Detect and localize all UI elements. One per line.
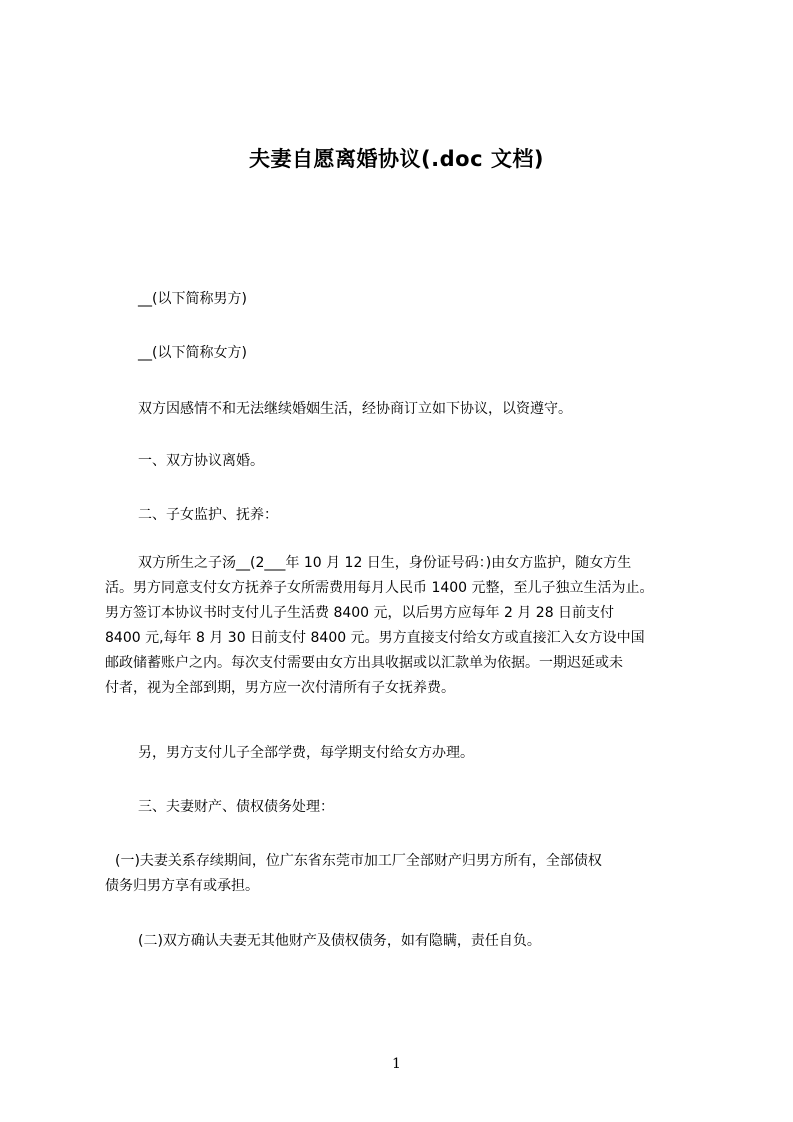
paragraph-line: 邮政储蓄账户之内。每次支付需要由女方出具收据或以汇款单为依据。一期迟延或未: [105, 655, 623, 671]
paragraph-line: 债务归男方享有或承担。: [105, 878, 259, 894]
page-number: 1: [392, 1056, 401, 1072]
paragraph-line: (一)夫妻关系存续期间，位广东省东莞市加工厂全部财产归男方所有，全部债权: [115, 853, 602, 869]
document-title: 夫妻自愿离婚协议(.doc 文档): [249, 147, 544, 171]
party-male-line: __(以下简称男方): [138, 291, 247, 307]
paragraph-line: 付者，视为全部到期，男方应一次付清所有子女抚养费。: [105, 680, 455, 696]
paragraph-line: 活。男方同意支付女方抚养子女所需费用每月人民币 1400 元整，至儿子独立生活为止。: [105, 580, 654, 596]
party-female-line: __(以下简称女方): [138, 345, 247, 361]
tuition-paragraph: 另，男方支付儿子全部学费，每学期支付给女方办理。: [138, 745, 474, 761]
paragraph-line: 男方签订本协议书时支付儿子生活费 8400 元，以后男方应每年 2 月 28 日前支付: [105, 605, 615, 621]
property-paragraph: [105, 849, 700, 899]
clause-three-heading: 三、夫妻财产、债权债务处理：: [138, 799, 334, 815]
clause-one-heading: 一、双方协议离婚。: [138, 453, 264, 469]
preamble-paragraph: 双方因感情不和无法继续婚姻生活，经协商订立如下协议，以资遵守。: [138, 401, 572, 417]
clause-two-heading: 二、子女监护、抚养：: [138, 507, 278, 523]
child-support-paragraph: [105, 551, 700, 701]
paragraph-line: 双方所生之子汤__(2___年 10 月 12 日生，身份证号码：)由女方监护，随女方生: [138, 555, 632, 571]
no-other-property-paragraph: (二)双方确认夫妻无其他财产及债权债务，如有隐瞒，责任自负。: [138, 933, 541, 949]
paragraph-line: 8400 元,每年 8 月 30 日前支付 8400 元。男方直接支付给女方或直接汇入女方设中国: [105, 630, 645, 646]
